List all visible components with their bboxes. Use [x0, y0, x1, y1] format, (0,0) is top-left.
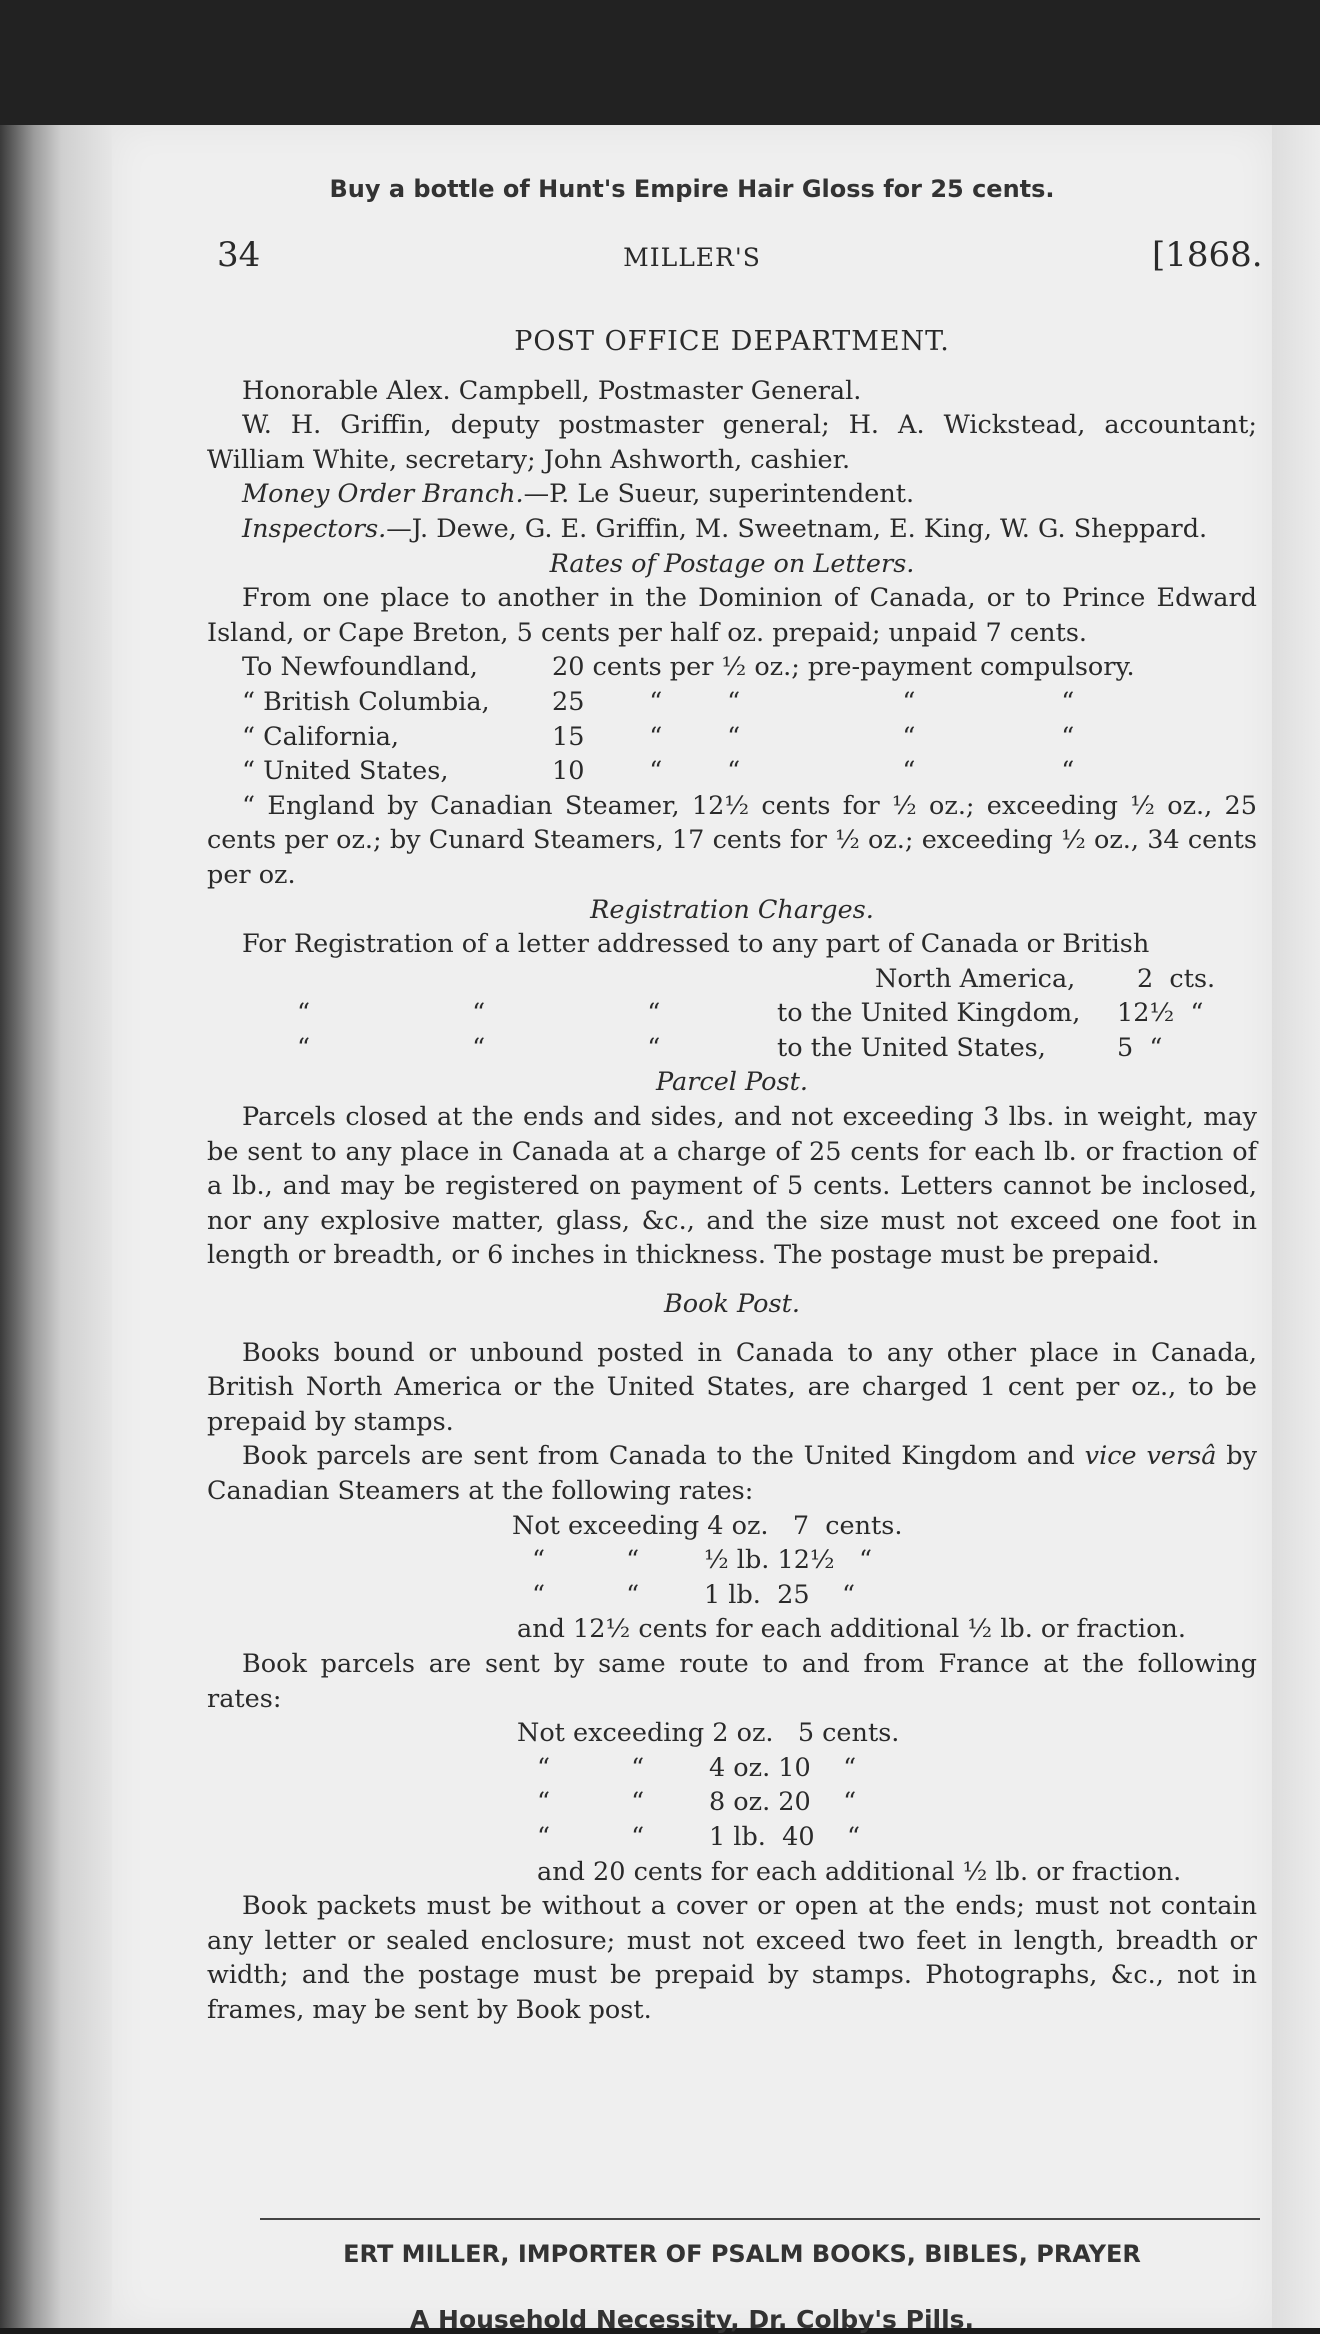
letters-intro: From one place to another in the Dominion of Canada, or to Prince Edward Island, or Cape Breton, 5 cents per half oz. prepaid; unpaid 7 cents. [207, 583, 1257, 648]
department-officers: W. H. Griffin, deputy postmaster general; H. A. Wickstead, accountant; William White, secretary; John Ashworth, cashier. [207, 410, 1257, 475]
rate-value: 15 “ “ “ “ [552, 721, 1075, 752]
top-advertisement: Buy a bottle of Hunt's Empire Hair Gloss for 25 cents. [329, 175, 1055, 203]
registration-rate: 2 cts. [1137, 963, 1216, 994]
parcel-heading: Parcel Post. [656, 1067, 808, 1098]
letter-rate-row [242, 754, 1257, 789]
france-book-rates [207, 1716, 1257, 1854]
book-text-2 [207, 1439, 1257, 1508]
page-title: POST OFFICE DEPARTMENT. [514, 326, 950, 357]
book-page [112, 125, 1272, 2334]
footer-pills-advertisement: A Household Necessity, Dr. Colby's Pills. [409, 2305, 975, 2334]
footer-rule [260, 2218, 1260, 2220]
registration-ditto: “ “ “ [297, 998, 661, 1029]
book-rate-row: “ “ 4 oz. 10 “ [537, 1752, 857, 1783]
letter-rate-row [242, 685, 1257, 720]
postmaster-general: Honorable Alex. Campbell, Postmaster General. [242, 375, 862, 406]
inspectors [207, 512, 1257, 547]
england-rates: “ England by Canadian Steamer, 12½ cents for ½ oz.; exceeding ½ oz., 25 cents per oz.; by Cunard Steamers, 17 cents for ½ oz.; exceeding ½ oz., 34 cents per oz. [207, 790, 1257, 890]
money-order-label: Money Order Branch. [242, 479, 524, 510]
registration-destination: to the United Kingdom, [777, 998, 1081, 1029]
book-text-3: Book parcels are sent by same route to and from France at the following rates: [207, 1648, 1257, 1714]
page-year: [1868. [1152, 235, 1263, 275]
running-title: MILLER'S [623, 243, 761, 272]
book-text-2b: by Canadian Steamers at the following rates: [207, 1441, 1257, 1506]
book-rate-row: “ “ ½ lb. 12½ “ [532, 1545, 873, 1576]
book-binding [0, 125, 112, 2328]
registration-destination: to the United States, [777, 1032, 1046, 1063]
parcel-text: Parcels closed at the ends and sides, and not exceeding 3 lbs. in weight, may be sent to any place in Canada at a charge of 25 cents for each lb. or fraction of a lb., and may be registered on payment of 5 cents. Letters cannot be inclosed, nor any explosive matter, glass, &c., and the size must not exceed one foot in length or breadth, or 6 inches in thickness. The postage must be prepaid. [207, 1102, 1257, 1271]
money-order-text: —P. Le Sueur, superintendent. [523, 479, 915, 510]
registration-heading: Registration Charges. [590, 894, 874, 925]
book-rate-row: “ “ 1 lb. 40 “ [537, 1821, 861, 1852]
book-text-1: Books bound or unbound posted in Canada to any other place in Canada, British North America or the United States, are charged 1 cent per oz., to be prepaid by stamps. [207, 1337, 1257, 1437]
vice-versa: vice versâ [1084, 1441, 1217, 1472]
rate-value: 20 cents per ½ oz.; pre-payment compulsory. [552, 652, 1135, 683]
registration-row [207, 962, 1257, 997]
book-rate-row: Not exceeding 4 oz. 7 cents. [512, 1510, 903, 1541]
rate-destination: To Newfoundland, [242, 652, 478, 683]
book-rate-row: “ “ 8 oz. 20 “ [537, 1787, 857, 1818]
letter-rate-row [242, 720, 1257, 755]
registration-ditto: “ “ “ [297, 1032, 661, 1063]
rate-destination: “ United States, [242, 756, 449, 787]
registration-row [207, 1031, 1257, 1066]
letter-rate-row [242, 650, 1257, 685]
uk-book-tail: and 12½ cents for each additional ½ lb. or fraction. [517, 1614, 1186, 1645]
rate-value: 10 “ “ “ “ [552, 756, 1075, 787]
book-rate-row: “ “ 1 lb. 25 “ [532, 1579, 856, 1610]
letter-rates-table [207, 650, 1257, 788]
page-body [207, 325, 1257, 2028]
book-text-4: Book packets must be without a cover or open at the ends; must not contain any letter or sealed enclosure; must not exceed two feet in length, breadth or width; and the postage must be prepaid by stamps. Photographs, &c., not in frames, may be sent by Book post. [207, 1891, 1257, 2025]
registration-row [207, 996, 1257, 1031]
registration-rate: 12½ “ [1117, 998, 1204, 1029]
facing-page-edge [1272, 125, 1320, 2328]
book-rate-row: Not exceeding 2 oz. 5 cents. [517, 1718, 900, 1749]
book-heading: Book Post. [664, 1289, 800, 1320]
registration-destination: North America, [875, 963, 1076, 994]
letters-heading: Rates of Postage on Letters. [549, 548, 915, 579]
inspectors-text: —J. Dewe, G. E. Griffin, M. Sweetnam, E. King, W. G. Sheppard. [386, 513, 1208, 544]
footer-advertisement: ERT MILLER, IMPORTER OF PSALM BOOKS, BIBLES, PRAYER [343, 2240, 1141, 2268]
page-number: 34 [217, 235, 261, 275]
rate-value: 25 “ “ “ “ [552, 686, 1075, 717]
rate-destination: “ California, [242, 721, 400, 752]
uk-book-rates [207, 1509, 1257, 1613]
book-text-2a: Book parcels are sent from Canada to the United Kingdom and [242, 1441, 1085, 1472]
registration-rate: 5 “ [1117, 1032, 1163, 1063]
france-book-tail: and 20 cents for each additional ½ lb. or fraction. [537, 1856, 1182, 1887]
registration-line: For Registration of a letter addressed to any part of Canada or British [242, 929, 1150, 960]
rate-destination: “ British Columbia, [242, 686, 490, 717]
inspectors-label: Inspectors. [242, 513, 387, 544]
money-order-branch [207, 477, 1257, 512]
